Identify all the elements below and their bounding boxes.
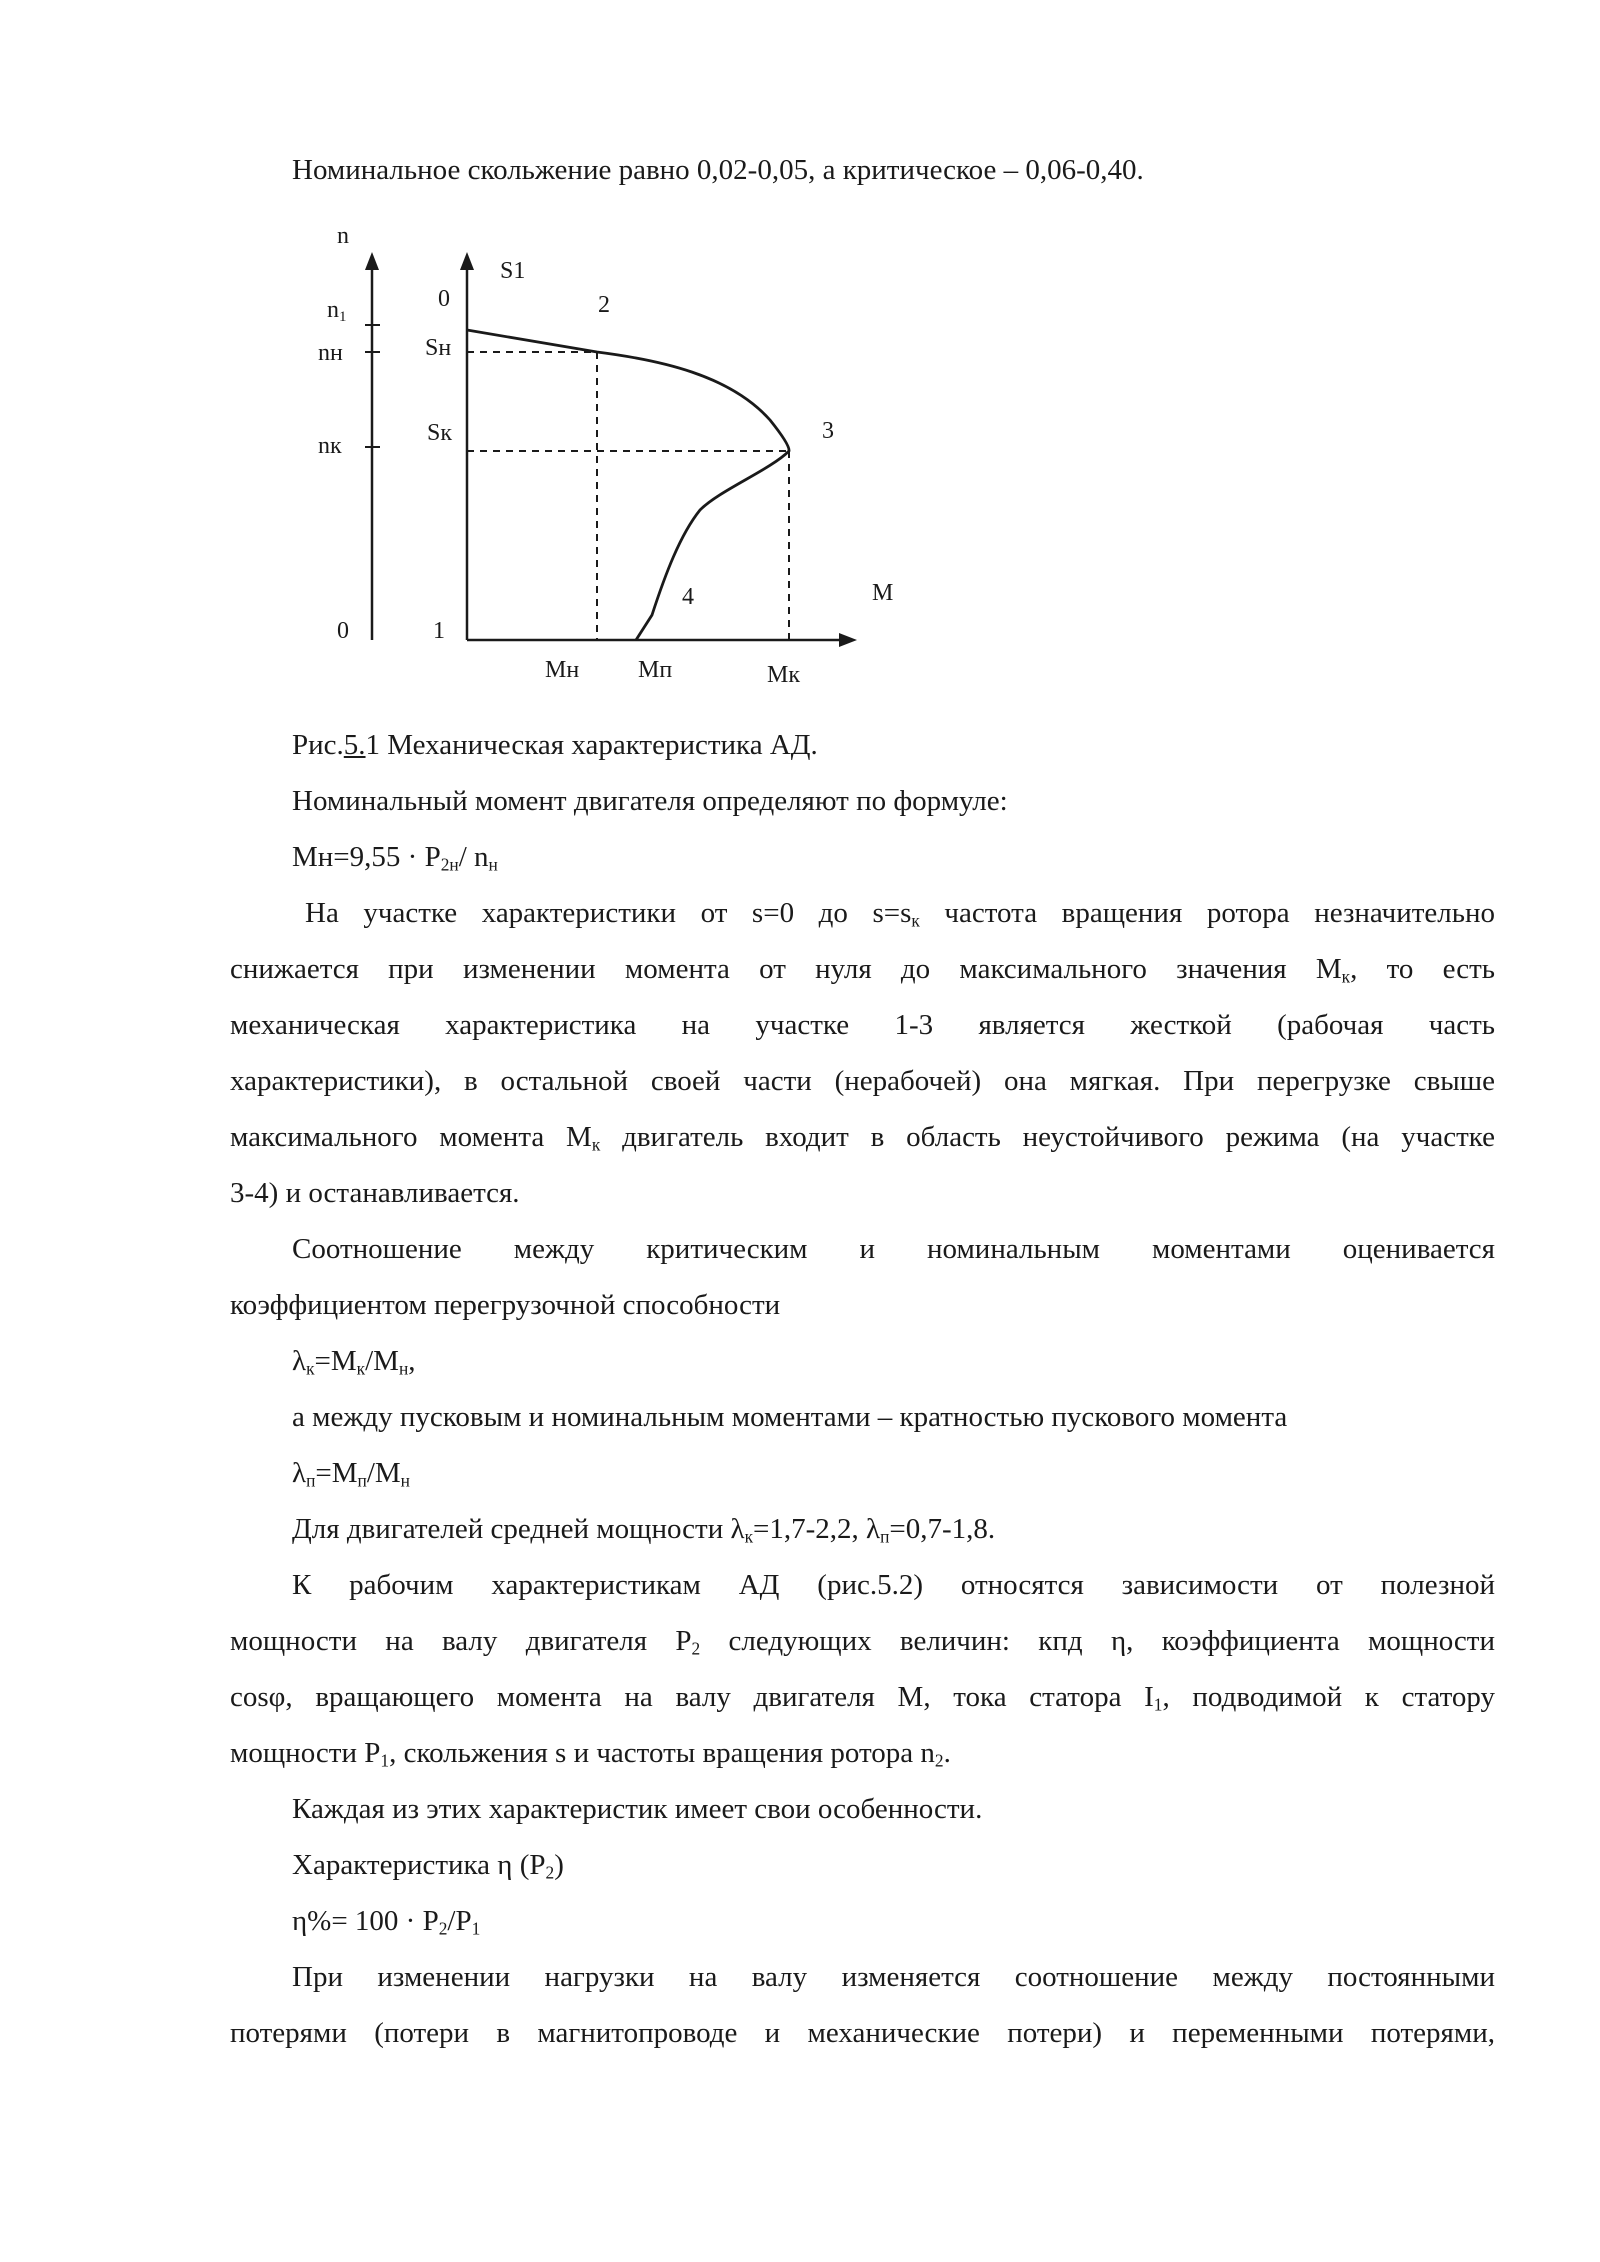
label-mp: Mп (638, 657, 673, 683)
para1-line3: механическая характеристика на участке 1-3 является жесткой (рабочая часть (230, 1009, 1495, 1041)
label-sk: Sк (427, 420, 453, 446)
formula-intro: Номинальный момент двигателя определяют по формуле: (292, 785, 1008, 817)
label-point-2: 2 (598, 292, 610, 318)
para1-line5: максимального момента $M_к$ двигатель входит в область неустойчивого режима (на участке (230, 1121, 1495, 1155)
mechanical-characteristic-figure (300, 220, 920, 700)
label-point-4: 4 (682, 584, 694, 610)
para2-line2: коэффициентом перегрузочной способности (230, 1289, 781, 1321)
n-axis-arrow (365, 252, 379, 270)
label-mk: Mк (767, 662, 800, 688)
para1-line4: характеристики), в остальной своей части (нерабочей) она мягкая. При перегрузке свыше (230, 1065, 1495, 1097)
characteristic-curve (467, 330, 789, 640)
para1-line6: 3-4) и останавливается. (230, 1177, 520, 1209)
formula-eta: $\eta\%= 100 \cdot P_2/P_1$ (292, 1905, 481, 1939)
para3-line1: К рабочим характеристикам АД (рис.5.2) относятся зависимости от полезной (292, 1569, 1495, 1601)
label-s-axis: S1 (500, 258, 526, 284)
m-axis-arrow (839, 633, 857, 647)
label-m-axis: M (872, 580, 894, 606)
label-s-one: 1 (433, 618, 445, 644)
characteristic-eta-heading: Характеристика η $(P_2)$ (292, 1849, 564, 1883)
para4-line1: При изменении нагрузки на валу изменяется соотношение между постоянными (292, 1961, 1495, 1993)
s-axis-arrow (460, 252, 474, 270)
para1-line1: На участке характеристики от s=0 до $s=s_к$ частота вращения ротора незначительно (305, 897, 1495, 931)
figure-caption: Рис.5.1 Механическая характеристика АД. (292, 729, 818, 761)
label-n1: n1 (327, 297, 347, 325)
label-n-zero: 0 (337, 618, 349, 644)
each-characteristic-text: Каждая из этих характеристик имеет свои особенности. (292, 1793, 983, 1825)
formula-lambda-p: $\lambda_п=M_п/M_н$ (292, 1457, 410, 1491)
starting-moment-text: а между пусковым и номинальным моментами – кратностью пускового момента (292, 1401, 1288, 1433)
lambda-values-text: Для двигателей средней мощности $\lambda_к=1,7-2,2$, $\lambda_п=0,7-1,8$. (292, 1513, 996, 1547)
label-s-zero: 0 (438, 286, 450, 312)
para3-line4: мощности $P_1$, скольжения s и частоты вращения ротора $n_2$. (230, 1737, 951, 1771)
para3-line3: cosφ, вращающего момента на валу двигателя M, тока статора $I_1$, подводимой к статору (230, 1681, 1495, 1715)
label-mn: Mн (545, 657, 580, 683)
label-nn: nн (318, 340, 343, 366)
intro-text: Номинальное скольжение равно 0,02-0,05, а критическое – 0,06-0,40. (292, 154, 1144, 186)
para1-line2: снижается при изменении момента от нуля до максимального значения $M_к$, то есть (230, 953, 1495, 987)
label-nk: nк (318, 433, 342, 459)
formula-lambda-k: $\lambda_к=M_к/M_н$, (292, 1345, 416, 1379)
para3-line2: мощности на валу двигателя $P_2$ следующих величин: кпд η, коэффициента мощности (230, 1625, 1495, 1659)
formula-mn: $Mн=9,55 \cdot P_{2н}/$ $n_н$ (292, 841, 498, 875)
label-point-3: 3 (822, 418, 834, 444)
para4-line2: потерями (потери в магнитопроводе и механические потери) и переменными потерями, (230, 2017, 1495, 2049)
para2-line1: Соотношение между критическим и номинальным моментами оценивается (292, 1233, 1495, 1265)
label-n-axis: n (337, 223, 349, 249)
label-sn: Sн (425, 335, 452, 361)
